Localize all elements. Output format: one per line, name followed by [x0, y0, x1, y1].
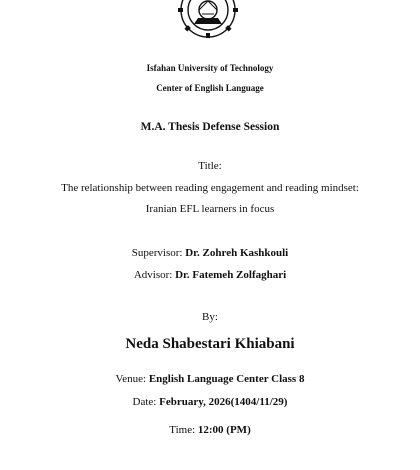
- time-label: Time:: [169, 424, 196, 436]
- supervisor-label: Supervisor:: [131, 247, 183, 259]
- date-label: Date:: [132, 396, 157, 408]
- venue-label: Venue:: [115, 373, 147, 385]
- time-value: 12:00 (PM): [197, 424, 251, 436]
- advisor-name: Dr. Fatemeh Zolfaghari: [175, 269, 287, 281]
- center-name: Center of English Language: [156, 83, 264, 93]
- supervisor-name: Dr. Zohreh Kashkouli: [185, 247, 289, 259]
- thesis-title-line-1: The relationship between reading engagement and reading mindset:: [61, 182, 359, 194]
- session-title: M.A. Thesis Defense Session: [140, 121, 280, 133]
- thesis-title-line-2: Iranian EFL learners in focus: [145, 203, 275, 215]
- university-name: Isfahan University of Technology: [146, 63, 274, 73]
- time-row: [0, 424, 420, 436]
- by-label: By:: [202, 311, 218, 323]
- university-seal-icon: [172, 0, 244, 48]
- venue-row: [0, 373, 420, 385]
- title-label: Title:: [198, 160, 222, 172]
- advisor-row: [0, 269, 420, 281]
- advisor-label: Advisor:: [133, 269, 173, 281]
- date-value: February, 2026(1404/11/29): [159, 396, 288, 408]
- date-row: [0, 396, 420, 408]
- student-name: Neda Shabestari Khiabani: [125, 336, 295, 352]
- venue-value: English Language Center Class 8: [148, 373, 305, 385]
- supervisor-row: [0, 247, 420, 259]
